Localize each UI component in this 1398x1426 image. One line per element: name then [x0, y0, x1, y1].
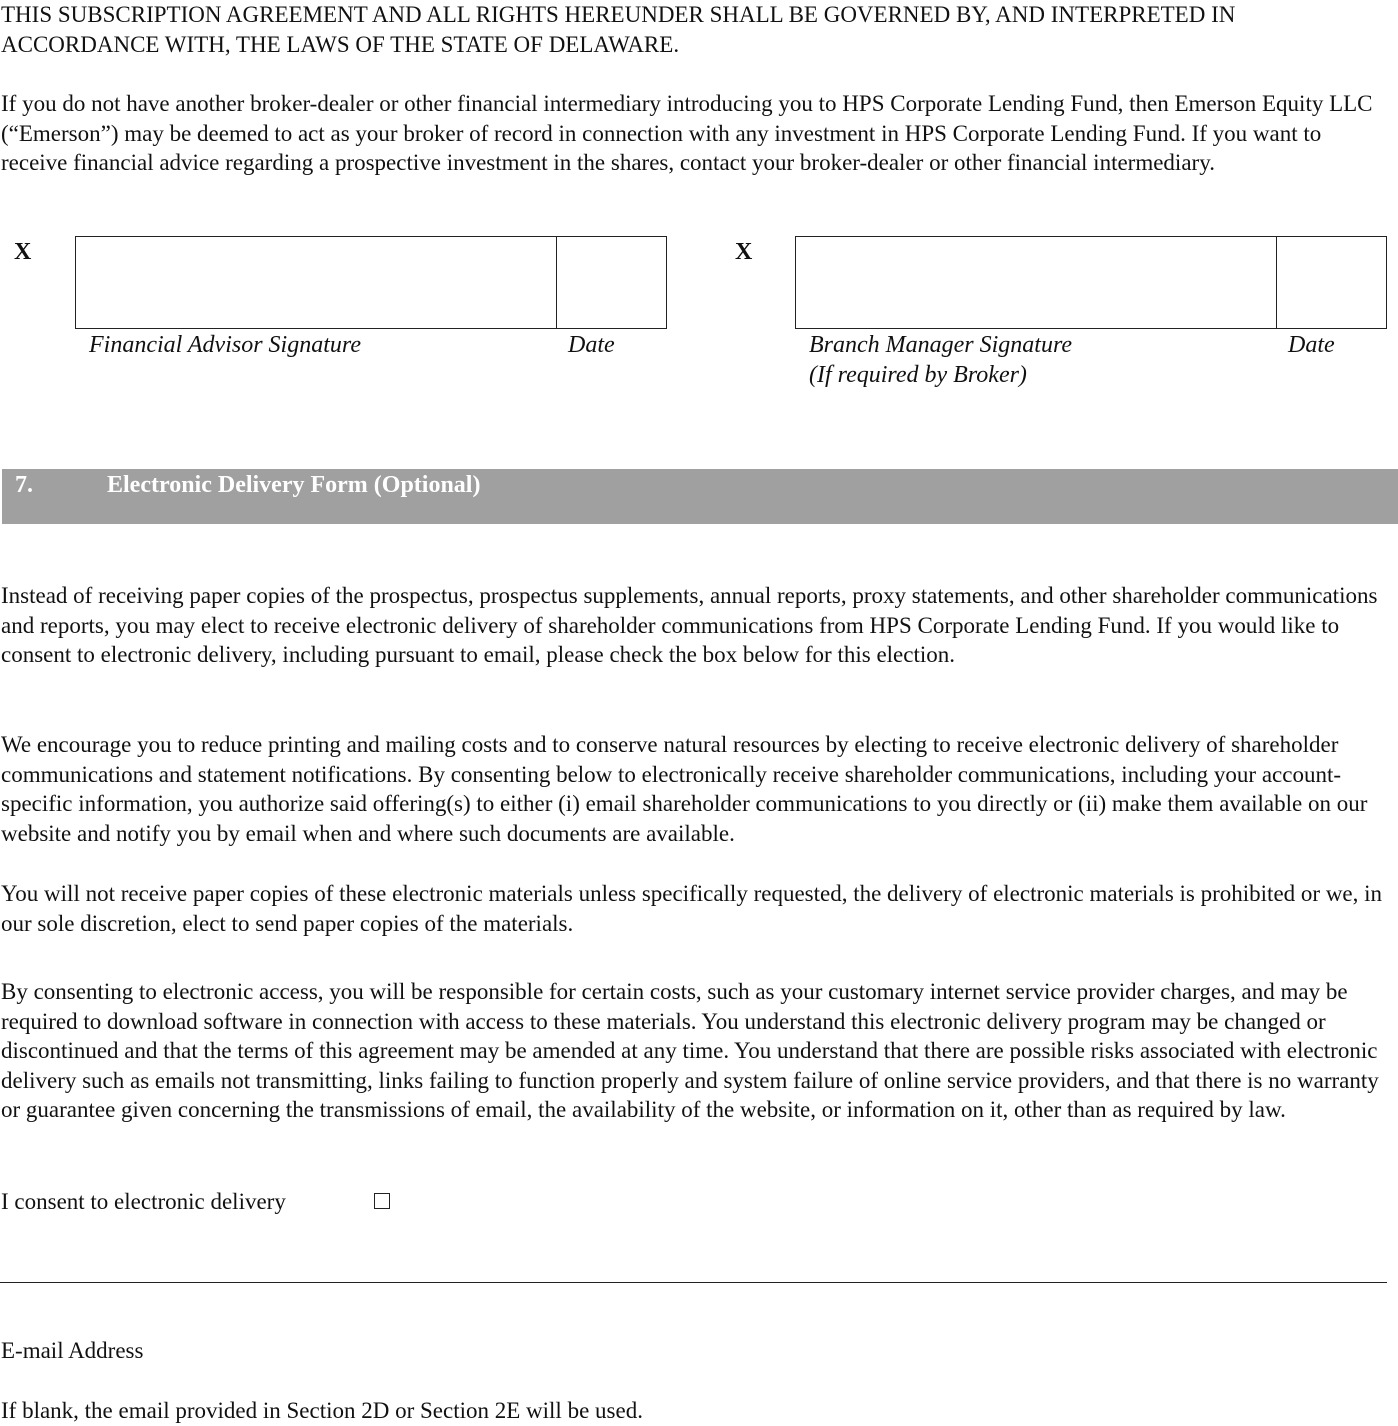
advisor-signature-label: Financial Advisor Signature [89, 332, 361, 358]
manager-date-label: Date [1288, 332, 1335, 358]
paragraph-paper-copies: Instead of receiving paper copies of the prospectus, prospectus supplements, annual reports, proxy statements, and other shareholder communications and reports, you may elect to receive electronic delivery of shareholder communications from HPS Corporate Lending Fund. If you would like to consent to electronic delivery, including pursuant to email, please check the box below for this election. [1, 583, 1378, 667]
email-footnote: If blank, the email provided in Section 2D or Section 2E will be used. [1, 1398, 643, 1423]
advisor-x-mark: X [14, 239, 32, 265]
governing-law-text: THIS SUBSCRIPTION AGREEMENT AND ALL RIGHTS HEREUNDER SHALL BE GOVERNED BY, AND INTERPRETED IN ACCORDANCE WITH, THE LAWS OF THE STATE OF DELAWARE. [1, 2, 1236, 57]
advisor-date-label: Date [568, 332, 615, 358]
manager-date-box[interactable] [1276, 236, 1387, 329]
section-title: Electronic Delivery Form (Optional) [107, 472, 481, 498]
paragraph-consenting: By consenting to electronic access, you will be responsible for certain costs, such as your customary internet service provider charges, and may be required to download software in connection with access to these materials. You understand this electronic delivery program may be changed or discontinued and that the terms of this agreement may be amended at any time. You understand that there are possible risks associated with electronic delivery such as emails not transmitting, links failing to function properly and system failure of online service providers, and that there is no warranty or guarantee given concerning the transmissions of email, the availability of the website, or information on it, other than as required by law. [1, 979, 1379, 1122]
manager-signature-label: Branch Manager Signature [809, 332, 1073, 358]
manager-x-mark: X [735, 239, 753, 265]
advisor-date-box[interactable] [556, 236, 667, 329]
manager-signature-sublabel: (If required by Broker) [809, 362, 1027, 388]
paragraph-no-paper: You will not receive paper copies of these electronic materials unless specifically requested, the delivery of electronic materials is prohibited or we, in our sole discretion, elect to send paper copies of the materials. [1, 881, 1383, 936]
advisor-signature-box[interactable] [75, 236, 557, 329]
consent-checkbox[interactable] [374, 1193, 390, 1209]
broker-notice-text: If you do not have another broker-dealer or other financial intermediary introducing you to HPS Corporate Lending Fund, then Emerson Equity LLC (“Emerson”) may be deemed to act as your broker of record in connection with any investment in HPS Corporate Lending Fund. If you want to receive financial advice regarding a prospective investment in the shares, contact your broker-dealer or other financial intermediary. [1, 91, 1373, 175]
email-input[interactable] [2, 1250, 1386, 1282]
consent-label: I consent to electronic delivery [1, 1189, 286, 1214]
email-label: E-mail Address [1, 1338, 144, 1363]
section-header [2, 469, 1398, 524]
section-number: 7. [15, 472, 33, 498]
paragraph-encourage: We encourage you to reduce printing and mailing costs and to conserve natural resources by electing to receive electronic delivery of shareholder communications and statement notifications. By consenting below to electronically receive shareholder communications, including your account-specific information, you authorize said offering(s) to either (i) email shareholder communications to you directly or (ii) make them available on our website and notify you by email when and where such documents are available. [1, 732, 1368, 846]
email-underline [0, 1282, 1387, 1283]
manager-signature-box[interactable] [795, 236, 1277, 329]
